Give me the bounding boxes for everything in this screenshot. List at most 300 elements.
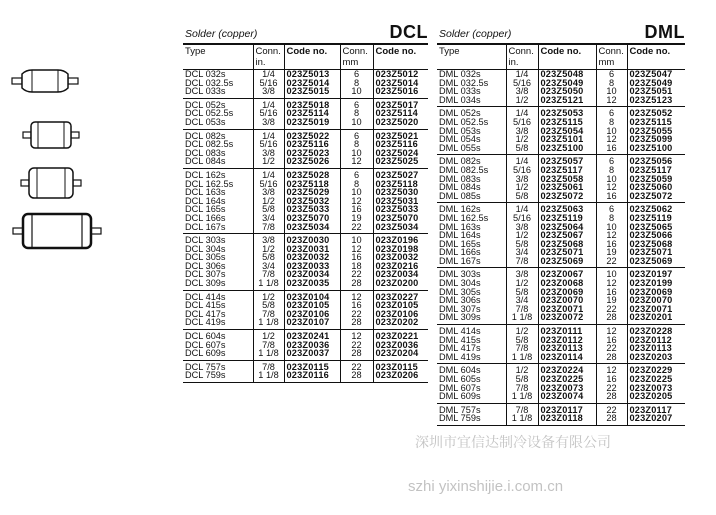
- conn-in-cell: 5/16: [506, 79, 538, 88]
- code-no-cell: 023Z5117: [538, 166, 596, 175]
- code-no-cell: 023Z0229: [627, 364, 685, 375]
- dcl-panel: [183, 22, 428, 383]
- conn-in-cell: 1/4: [506, 107, 538, 118]
- conn-mm-cell: 12: [340, 290, 373, 301]
- table-row: [183, 118, 428, 129]
- conn-mm-cell: 10: [596, 127, 627, 136]
- conn-in-cell: 1/2: [506, 325, 538, 336]
- code-no-cell: 023Z0199: [627, 279, 685, 288]
- type-cell: DCL 166s: [185, 212, 226, 223]
- conn-in-header: Conn. in.: [506, 45, 538, 70]
- type-cell: DCL 083s: [185, 147, 226, 158]
- conn-mm-cell: 12: [596, 364, 627, 375]
- conn-in-cell: 5/8: [253, 253, 284, 262]
- type-cell: DCL 415s: [185, 300, 226, 311]
- code-no-cell: 023Z0207: [627, 414, 685, 425]
- conn-mm-cell: 12: [340, 157, 373, 168]
- conn-mm-cell: 16: [340, 253, 373, 262]
- conn-mm-header: Conn. mm: [596, 45, 627, 70]
- code-no-cell: 023Z5017: [373, 98, 428, 109]
- code-no-cell: 023Z5068: [627, 240, 685, 249]
- code-no-cell: 023Z0225: [538, 375, 596, 384]
- code-no-cell: 023Z0105: [373, 301, 428, 310]
- type-cell: DML 166s: [439, 247, 481, 258]
- type-header: Type: [437, 45, 506, 70]
- conn-in-cell: 7/8: [506, 305, 538, 314]
- conn-in-cell: 5/16: [506, 118, 538, 127]
- conn-in-cell: 1/2: [506, 96, 538, 107]
- type-cell: DML 414s: [439, 326, 481, 337]
- conn-mm-cell: 6: [596, 107, 627, 118]
- table-row: [183, 87, 428, 98]
- type-cell: DML 052s: [439, 108, 481, 119]
- conn-mm-cell: 10: [340, 118, 373, 129]
- code-no-cell: 023Z5048: [538, 70, 596, 79]
- conn-mm-cell: 10: [340, 149, 373, 158]
- table-row: [183, 330, 428, 341]
- type-cell: DML 163s: [439, 221, 481, 232]
- type-cell: DML 609s: [437, 392, 506, 403]
- code-no-cell: 023Z5100: [538, 144, 596, 155]
- conn-mm-cell: 16: [596, 240, 627, 249]
- conn-in-cell: 1 1/8: [253, 371, 284, 382]
- type-cell: DML 607s: [439, 382, 481, 393]
- code-no-cell: 023Z5123: [627, 96, 685, 107]
- type-cell: DML 417s: [439, 343, 481, 354]
- code-no-cell: 023Z5101: [538, 135, 596, 144]
- code-no-cell: 023Z0032: [373, 253, 428, 262]
- conn-mm-cell: 28: [340, 279, 373, 290]
- type-cell: DCL 306s: [185, 260, 226, 271]
- type-cell: DCL 414s: [185, 291, 226, 302]
- conn-in-cell: 3/8: [253, 149, 284, 158]
- conn-in-cell: 1/4: [253, 70, 284, 79]
- conn-mm-cell: 19: [340, 214, 373, 223]
- type-cell: DCL 053s: [183, 118, 253, 129]
- code-no-cell: 023Z0116: [284, 371, 340, 382]
- conn-mm-cell: 22: [340, 341, 373, 350]
- conn-mm-cell: 16: [596, 336, 627, 345]
- code-no-cell: 023Z5099: [627, 135, 685, 144]
- conn-mm-cell: 12: [340, 197, 373, 206]
- code-no-cell: 023Z0113: [627, 344, 685, 353]
- conn-mm-cell: 12: [596, 325, 627, 336]
- code-no-cell: 023Z0035: [284, 279, 340, 290]
- conn-in-cell: 5/16: [253, 140, 284, 149]
- type-cell: DCL 162.5s: [185, 178, 234, 189]
- conn-in-cell: 7/8: [506, 344, 538, 353]
- code-no-cell: 023Z5057: [538, 155, 596, 166]
- dml-subtitle: Solder (copper): [439, 28, 512, 40]
- code-no-cell: 023Z0203: [627, 353, 685, 364]
- conn-in-cell: 5/16: [253, 180, 284, 189]
- code-no-cell: 023Z0105: [284, 301, 340, 310]
- table-row: [437, 353, 685, 364]
- code-no-cell: 023Z0037: [284, 349, 340, 360]
- table-row: [437, 325, 685, 336]
- code-no-cell: 023Z5069: [627, 257, 685, 268]
- type-cell: DCL 164s: [185, 195, 226, 206]
- conn-mm-cell: 12: [596, 231, 627, 240]
- conn-in-cell: 7/8: [253, 360, 284, 371]
- code-no-cell: 023Z0111: [538, 325, 596, 336]
- table-row: [437, 257, 685, 268]
- conn-mm-cell: 8: [596, 214, 627, 223]
- type-cell: DML 162.5s: [439, 212, 489, 223]
- conn-mm-cell: 22: [340, 360, 373, 371]
- conn-mm-cell: 8: [340, 140, 373, 149]
- code-no-cell: 023Z0067: [538, 268, 596, 279]
- conn-in-cell: 1 1/8: [253, 279, 284, 290]
- conn-in-cell: 7/8: [253, 270, 284, 279]
- table-row: [183, 318, 428, 329]
- code-no-cell: 023Z5033: [284, 205, 340, 214]
- conn-in-cell: 1/2: [506, 183, 538, 192]
- conn-in-cell: 1 1/8: [253, 349, 284, 360]
- conn-mm-cell: 16: [596, 288, 627, 297]
- code-no-cell: 023Z0114: [538, 353, 596, 364]
- conn-mm-cell: 22: [340, 310, 373, 319]
- code-no-cell: 023Z0032: [284, 253, 340, 262]
- code-no-cell: 023Z0113: [538, 344, 596, 353]
- conn-in-cell: 7/8: [506, 403, 538, 414]
- code-no-cell: 023Z0031: [284, 245, 340, 254]
- conn-mm-cell: 28: [596, 392, 627, 403]
- table-row: [183, 223, 428, 234]
- type-cell: DML 419s: [437, 353, 506, 364]
- conn-in-cell: 1/2: [506, 135, 538, 144]
- code-no-cell: 023Z0204: [373, 349, 428, 360]
- conn-mm-cell: 8: [340, 180, 373, 189]
- type-cell: DML 032s: [439, 69, 481, 79]
- type-cell: DCL 304s: [185, 243, 226, 254]
- code-no-mm-header: Code no.: [627, 45, 685, 70]
- conn-in-cell: 7/8: [253, 310, 284, 319]
- conn-mm-cell: 16: [596, 144, 627, 155]
- conn-mm-cell: 6: [596, 70, 627, 79]
- conn-in-cell: 5/16: [506, 166, 538, 175]
- table-row: [183, 168, 428, 179]
- code-no-cell: 023Z5020: [373, 118, 428, 129]
- code-no-cell: 023Z0073: [627, 384, 685, 393]
- conn-in-cell: 1/2: [506, 364, 538, 375]
- code-no-cell: 023Z5061: [538, 183, 596, 192]
- code-no-cell: 023Z5026: [284, 157, 340, 168]
- type-cell: DML 054s: [439, 134, 481, 145]
- conn-in-cell: 5/8: [506, 192, 538, 203]
- conn-mm-cell: 10: [596, 223, 627, 232]
- table-row: [437, 96, 685, 107]
- code-no-cell: 023Z0036: [373, 341, 428, 350]
- dml-table: [437, 45, 685, 426]
- code-no-cell: 023Z5012: [373, 70, 428, 79]
- code-no-cell: 023Z5016: [373, 87, 428, 98]
- conn-mm-cell: 12: [340, 245, 373, 254]
- code-no-cell: 023Z0202: [373, 318, 428, 329]
- code-no-cell: 023Z5018: [284, 98, 340, 109]
- code-no-cell: 023Z0196: [373, 234, 428, 245]
- type-cell: DML 305s: [439, 286, 481, 297]
- code-no-cell: 023Z5021: [373, 129, 428, 140]
- conn-in-cell: 5/8: [506, 336, 538, 345]
- code-no-cell: 023Z5066: [627, 231, 685, 240]
- conn-in-cell: 1/2: [253, 290, 284, 301]
- table-row: [437, 414, 685, 425]
- type-cell: DCL 757s: [185, 361, 226, 372]
- type-cell: DCL 162s: [185, 169, 226, 180]
- code-no-cell: 023Z5070: [373, 214, 428, 223]
- code-no-cell: 023Z5053: [538, 107, 596, 118]
- table-row: [183, 279, 428, 290]
- code-no-cell: 023Z5072: [627, 192, 685, 203]
- conn-mm-cell: 22: [340, 270, 373, 279]
- code-no-cell: 023Z5032: [284, 197, 340, 206]
- code-no-cell: 023Z0030: [284, 234, 340, 245]
- type-cell: DCL 163s: [185, 187, 226, 198]
- code-no-cell: 023Z5117: [627, 166, 685, 175]
- conn-in-cell: 3/4: [253, 262, 284, 271]
- code-no-cell: 023Z0107: [284, 318, 340, 329]
- conn-in-cell: 1/2: [253, 330, 284, 341]
- code-no-cell: 023Z5014: [284, 79, 340, 88]
- dcl-header-row: [183, 45, 428, 70]
- type-cell: DML 034s: [437, 96, 506, 107]
- code-no-cell: 023Z5118: [373, 180, 428, 189]
- code-no-cell: 023Z5059: [627, 175, 685, 184]
- code-no-cell: 023Z0073: [538, 384, 596, 393]
- code-no-cell: 023Z5030: [373, 188, 428, 197]
- conn-in-cell: 5/8: [506, 288, 538, 297]
- type-cell: DCL 084s: [183, 157, 253, 168]
- code-no-cell: 023Z5118: [284, 180, 340, 189]
- type-cell: DML 415s: [439, 334, 481, 345]
- conn-in-cell: 5/16: [253, 79, 284, 88]
- type-cell: DML 605s: [439, 374, 481, 384]
- code-no-cell: 023Z0070: [538, 296, 596, 305]
- code-no-cell: 023Z5058: [538, 175, 596, 184]
- conn-mm-cell: 22: [596, 344, 627, 353]
- table-row: [437, 392, 685, 403]
- code-no-cell: 023Z0074: [538, 392, 596, 403]
- code-no-cell: 023Z5049: [538, 79, 596, 88]
- conn-in-cell: 1 1/8: [506, 392, 538, 403]
- conn-mm-cell: 12: [340, 330, 373, 341]
- dml-panel-header: [437, 22, 685, 45]
- code-no-cell: 023Z0200: [373, 279, 428, 290]
- filter-drier-small-icon: [10, 66, 80, 96]
- code-no-cell: 023Z5072: [538, 192, 596, 203]
- type-cell: DML 307s: [439, 303, 481, 314]
- conn-mm-cell: 12: [596, 96, 627, 107]
- conn-mm-cell: 8: [596, 118, 627, 127]
- conn-in-cell: 7/8: [506, 384, 538, 393]
- conn-mm-cell: 28: [596, 353, 627, 364]
- code-no-cell: 023Z0227: [373, 290, 428, 301]
- type-cell: DML 032.5s: [439, 77, 489, 88]
- type-cell: DML 052.5s: [439, 116, 489, 127]
- type-cell: DML 082s: [439, 156, 481, 167]
- conn-mm-cell: 10: [340, 87, 373, 98]
- type-cell: DCL 052s: [185, 99, 226, 110]
- conn-in-cell: 1/4: [253, 98, 284, 109]
- conn-mm-cell: 18: [340, 262, 373, 271]
- type-cell: DML 055s: [437, 144, 506, 155]
- type-cell: DML 759s: [437, 414, 506, 425]
- code-no-cell: 023Z0072: [538, 313, 596, 324]
- type-cell: DML 085s: [437, 192, 506, 203]
- conn-mm-cell: 10: [340, 234, 373, 245]
- code-no-cell: 023Z5069: [538, 257, 596, 268]
- conn-in-cell: 1/4: [253, 168, 284, 179]
- type-cell: DML 164s: [439, 230, 481, 241]
- code-no-cell: 023Z0118: [538, 414, 596, 425]
- conn-in-cell: 3/4: [506, 296, 538, 305]
- conn-mm-cell: 6: [340, 168, 373, 179]
- code-no-cell: 023Z5055: [627, 127, 685, 136]
- conn-in-cell: 7/8: [506, 257, 538, 268]
- code-no-cell: 023Z5062: [627, 203, 685, 214]
- conn-mm-cell: 10: [596, 175, 627, 184]
- code-no-cell: 023Z0112: [538, 336, 596, 345]
- conn-in-header: Conn. in.: [253, 45, 284, 70]
- conn-mm-cell: 22: [596, 384, 627, 393]
- conn-mm-cell: 10: [596, 87, 627, 96]
- conn-in-cell: 3/8: [506, 175, 538, 184]
- code-no-cell: 023Z0221: [373, 330, 428, 341]
- conn-in-cell: 3/8: [253, 188, 284, 197]
- type-cell: DCL 033s: [183, 87, 253, 98]
- conn-in-cell: 3/8: [506, 127, 538, 136]
- type-cell: DCL 052.5s: [185, 108, 234, 119]
- code-no-cell: 023Z5049: [627, 79, 685, 88]
- conn-mm-cell: 19: [596, 296, 627, 305]
- conn-in-cell: 1 1/8: [253, 318, 284, 329]
- code-no-cell: 023Z5050: [538, 87, 596, 96]
- filter-drier-medium-icon: [22, 118, 80, 152]
- code-no-cell: 023Z5014: [373, 79, 428, 88]
- type-cell: DCL 082s: [185, 130, 226, 141]
- code-no-cell: 023Z5100: [627, 144, 685, 155]
- conn-in-cell: 3/8: [506, 87, 538, 96]
- conn-in-cell: 5/8: [506, 375, 538, 384]
- code-no-cell: 023Z5015: [284, 87, 340, 98]
- conn-mm-cell: 16: [340, 205, 373, 214]
- conn-in-cell: 5/8: [253, 205, 284, 214]
- code-no-cell: 023Z0068: [538, 279, 596, 288]
- code-no-cell: 023Z5071: [627, 248, 685, 257]
- code-no-cell: 023Z0206: [373, 371, 428, 382]
- conn-mm-cell: 28: [340, 349, 373, 360]
- watermark-url: szhi yixinshijie.i.com.cn: [408, 478, 564, 495]
- conn-mm-cell: 8: [596, 166, 627, 175]
- conn-in-cell: 1/2: [253, 245, 284, 254]
- dml-panel: [437, 22, 685, 426]
- conn-in-cell: 3/8: [253, 234, 284, 245]
- conn-in-cell: 3/8: [506, 268, 538, 279]
- conn-mm-cell: 16: [596, 375, 627, 384]
- conn-in-cell: 7/8: [253, 223, 284, 234]
- type-cell: DML 604s: [439, 365, 481, 376]
- table-row: [437, 144, 685, 155]
- type-header: Type: [183, 45, 253, 70]
- conn-in-cell: 3/8: [253, 87, 284, 98]
- type-cell: DML 033s: [439, 86, 481, 97]
- code-no-cell: 023Z0106: [284, 310, 340, 319]
- conn-in-cell: 1/4: [506, 70, 538, 79]
- code-no-cell: 023Z0071: [627, 305, 685, 314]
- code-no-cell: 023Z0104: [284, 290, 340, 301]
- code-no-cell: 023Z5116: [284, 140, 340, 149]
- code-no-cell: 023Z5013: [284, 70, 340, 79]
- code-no-cell: 023Z0112: [627, 336, 685, 345]
- conn-in-cell: 1/4: [253, 129, 284, 140]
- code-no-cell: 023Z0205: [627, 392, 685, 403]
- code-no-cell: 023Z0069: [627, 288, 685, 297]
- code-no-cell: 023Z5119: [627, 214, 685, 223]
- type-cell: DCL 032.5s: [185, 77, 234, 88]
- conn-mm-cell: 28: [340, 371, 373, 382]
- conn-in-cell: 5/16: [253, 109, 284, 118]
- conn-mm-cell: 16: [340, 301, 373, 310]
- conn-mm-cell: 28: [340, 318, 373, 329]
- conn-mm-cell: 10: [596, 268, 627, 279]
- type-cell: DCL 759s: [183, 371, 253, 382]
- code-no-cell: 023Z0034: [284, 270, 340, 279]
- conn-mm-cell: 10: [340, 188, 373, 197]
- type-cell: DML 165s: [439, 238, 481, 249]
- conn-mm-cell: 8: [340, 79, 373, 88]
- conn-mm-cell: 16: [596, 192, 627, 203]
- code-no-cell: 023Z5034: [373, 223, 428, 234]
- code-no-cell: 023Z5115: [538, 118, 596, 127]
- code-no-cell: 023Z0033: [284, 262, 340, 271]
- conn-in-cell: 1/4: [506, 155, 538, 166]
- conn-in-cell: 5/8: [253, 301, 284, 310]
- conn-mm-cell: 12: [596, 279, 627, 288]
- code-no-cell: 023Z5121: [538, 96, 596, 107]
- type-cell: DCL 082.5s: [185, 139, 234, 150]
- type-cell: DCL 307s: [185, 269, 226, 280]
- code-no-cell: 023Z5029: [284, 188, 340, 197]
- code-no-cell: 023Z5027: [373, 168, 428, 179]
- conn-in-cell: 1/4: [506, 203, 538, 214]
- code-no-cell: 023Z5114: [373, 109, 428, 118]
- code-no-cell: 023Z5068: [538, 240, 596, 249]
- conn-in-cell: 5/8: [506, 144, 538, 155]
- code-no-cell: 023Z5052: [627, 107, 685, 118]
- conn-in-cell: 3/4: [253, 214, 284, 223]
- conn-mm-cell: 6: [340, 70, 373, 79]
- code-no-cell: 023Z5024: [373, 149, 428, 158]
- conn-in-cell: 5/8: [506, 240, 538, 249]
- code-no-cell: 023Z5065: [627, 223, 685, 232]
- code-no-cell: 023Z5047: [627, 70, 685, 79]
- code-no-cell: 023Z5019: [284, 118, 340, 129]
- code-no-cell: 023Z0036: [284, 341, 340, 350]
- code-no-cell: 023Z0216: [373, 262, 428, 271]
- table-row: [437, 313, 685, 324]
- conn-in-cell: 1/2: [506, 279, 538, 288]
- type-cell: DML 083s: [439, 173, 481, 184]
- dml-table-body: [437, 70, 685, 426]
- code-no-cell: 023Z5064: [538, 223, 596, 232]
- table-row: [183, 349, 428, 360]
- filter-drier-xlarge-icon: [12, 210, 102, 252]
- type-cell: DCL 309s: [183, 279, 253, 290]
- conn-in-cell: 3/8: [253, 118, 284, 129]
- type-cell: DCL 609s: [183, 349, 253, 360]
- conn-in-cell: 7/8: [253, 341, 284, 350]
